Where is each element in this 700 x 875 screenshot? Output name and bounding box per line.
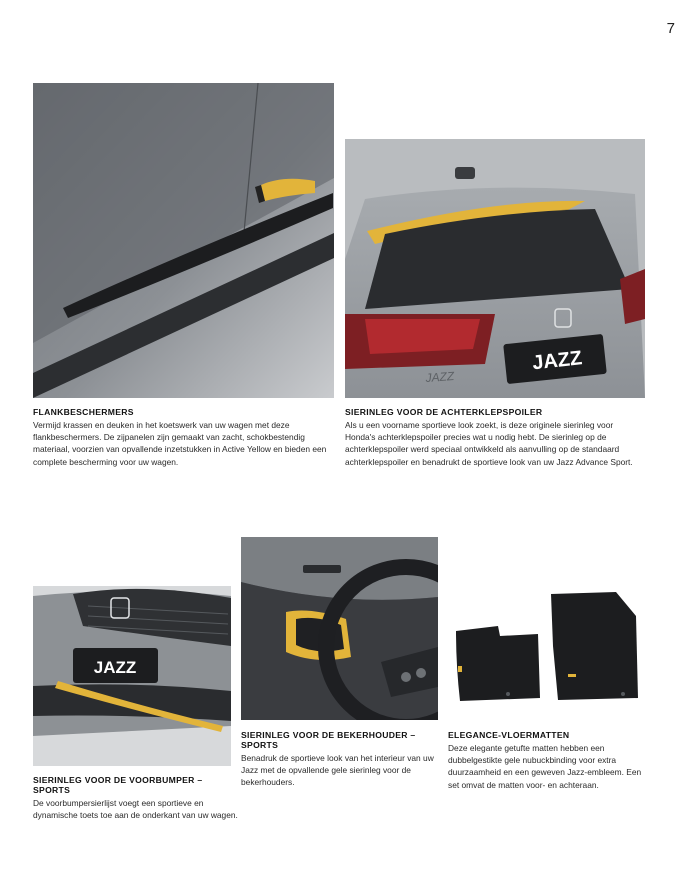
spoiler-photo: [345, 139, 645, 398]
mats-heading: ELEGANCE-VLOERMATTEN: [448, 730, 570, 740]
bumper-heading: SIERINLEG VOOR DE VOORBUMPER – SPORTS: [33, 775, 203, 795]
flank-protector-photo: [33, 83, 334, 398]
spoiler-description: Als u een voorname sportieve look zoekt, is deze originele sierinleg voor Honda's achterklepspoiler precies wat u nodig hebt. De sierinleg op de achterklepspoiler werd speciaal ontwikkeld als aanvulling op de standaard achterklepspoiler en benadrukt de sportieve look van uw Jazz Advance Sport.: [345, 420, 633, 467]
page-number: 7: [666, 20, 676, 37]
mats-text-block: [448, 730, 648, 791]
cupholder-text-block: [241, 730, 441, 789]
flank-text-block: [33, 407, 333, 468]
spoiler-heading: SIERINLEG VOOR DE ACHTERKLEPSPOILER: [345, 407, 543, 417]
cupholder-description: Benadruk de sportieve look van het interieur van uw Jazz met de opvallende gele sierinleg voor de bekerhouders.: [241, 753, 434, 788]
cupholder-heading: SIERINLEG VOOR DE BEKERHOUDER – SPORTS: [241, 730, 416, 750]
cupholder-photo: [241, 537, 438, 720]
floor-mats-photo: [448, 586, 645, 720]
front-bumper-photo: [33, 586, 231, 766]
bumper-jazz-badge: JAZZ: [93, 658, 137, 677]
mats-description: Deze elegante getufte matten hebben een dubbelgestikte gele nubuckbinding voor extra duurzaamheid en een geweven Jazz-embleem. Een set omvat de matten voor- en achteraan.: [448, 743, 642, 790]
bumper-description: De voorbumpersierlijst voegt een sportieve en dynamische toets toe aan de onderkant van uw wagen.: [33, 798, 238, 821]
flank-description: Vermijd krassen en deuken in het koetswerk van uw wagen met deze flankbeschermers. De zijpanelen zijn gemaakt van zacht, schokbestendig materiaal, voorzien van opvallende inzetstukken in Active Yellow en bieden een complete bescherming voor uw wagen.: [33, 420, 327, 467]
bumper-text-block: [33, 775, 238, 821]
spoiler-jazz-emblem: JAZZ: [425, 369, 455, 385]
spoiler-jazz-badge: JAZZ: [531, 347, 584, 375]
flank-heading: FLANKBESCHERMERS: [33, 407, 134, 417]
spoiler-text-block: [345, 407, 645, 468]
